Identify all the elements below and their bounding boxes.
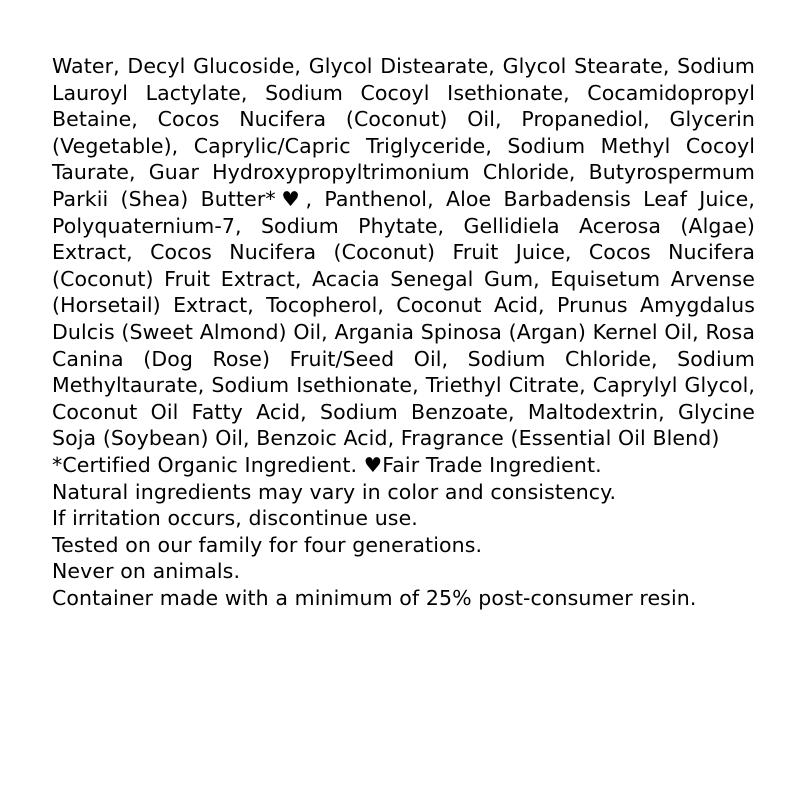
certified-organic-note: *Certified Organic Ingredient. ♥Fair Trade Ingredient. (52, 452, 602, 477)
label-notes (52, 452, 755, 612)
ingredients-list: Water, Decyl Glucoside, Glycol Distearate, Glycol Stearate, Sodium Lauroyl Lactylate, Sodium Cocoyl Isethionate, Cocamidopropyl Betaine, Cocos Nucifera (Coconut) Oil, Propanediol, Glycerin (Vegetable), Caprylic/Capric Triglyceride, Sodium Methyl Cocoyl Taurate, Guar Hydroxypropyltrimonium Chloride, Butyrospermum Parkii (Shea) Butter*♥, Panthenol, Aloe Barbadensis Leaf Juice, Polyquaternium-7, Sodium Phytate, Gellidiela Acerosa (Algae) Extract, Cocos Nucifera (Coconut) Fruit Juice, Cocos Nucifera (Coconut) Fruit Extract, Acacia Senegal Gum, Equisetum Arvense (Horsetail) Extract, Tocopherol, Coconut Acid, Prunus Amygdalus Dulcis (Sweet Almond) Oil, Argania Spinosa (Argan) Kernel Oil, Rosa Canina (Dog Rose) Fruit/Seed Oil, Sodium Chloride, Sodium Methyltaurate, Sodium Isethionate, Triethyl Citrate, Caprylyl Glycol, Coconut Oil Fatty Acid, Sodium Benzoate, Maltodextrin, Glycine Soja (Soybean) Oil, Benzoic Acid, Fragrance (Essential Oil Blend) (52, 54, 755, 451)
irritation-warning: If irritation occurs, discontinue use. (52, 506, 418, 531)
testing-note: Tested on our family for four generations. (52, 532, 483, 557)
animal-testing-note: Never on animals. (52, 559, 241, 584)
ingredients-label (52, 53, 755, 611)
container-note: Container made with a minimum of 25% post-consumer resin. (52, 585, 697, 610)
natural-variation-note: Natural ingredients may vary in color and consistency. (52, 479, 617, 504)
